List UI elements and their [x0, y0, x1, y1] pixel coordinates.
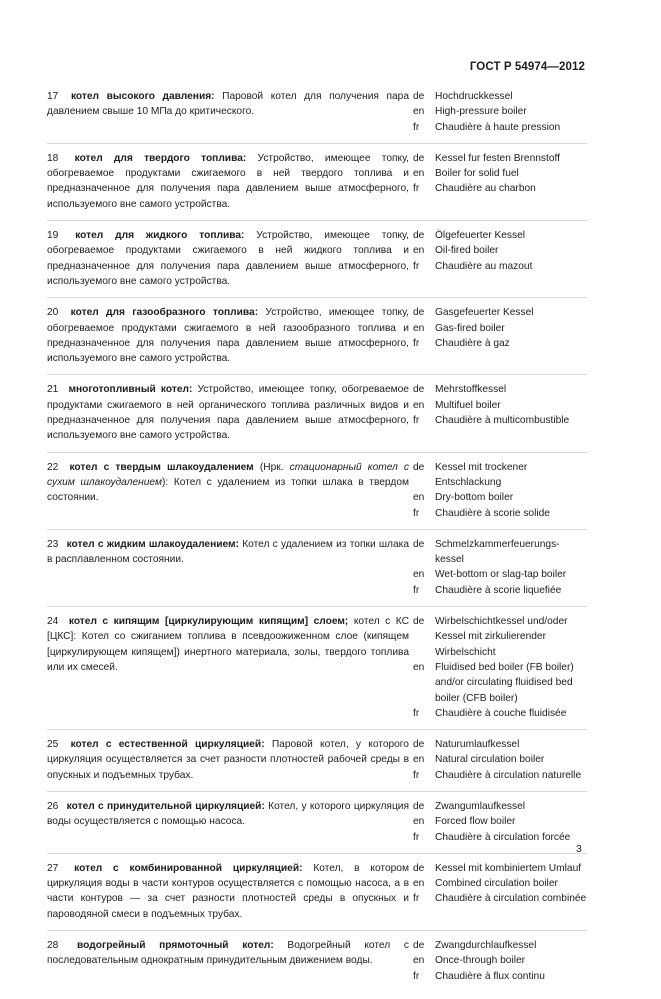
- term-number: 19: [47, 230, 59, 242]
- lang-fr: fr: [413, 121, 420, 133]
- lang-fr: fr: [413, 970, 420, 982]
- translations: [413, 89, 587, 135]
- term-name: котел высокого давления:: [70, 91, 215, 102]
- definition-text: Котел, в котором циркуляция воды в части контуров осуществляется с помощью насоса, а в части контуров — за счет разности плотностей среды в опускных и пароводяной смеси в подъемных трубах.: [47, 862, 409, 920]
- definition-text: Котел с удалением из топки шлака в расплавленном состоянии.: [47, 538, 409, 566]
- translation-fr: Chaudière à circulation forcée: [435, 831, 571, 843]
- term-number: 18: [47, 152, 59, 164]
- translations: [413, 228, 587, 289]
- translation-de: Kessel mit trockener Entschlackung: [435, 461, 528, 488]
- term-entry: [47, 89, 587, 144]
- translation-fr: Chaudière à multicombustible: [435, 415, 570, 427]
- standard-header: ГОСТ Р 54974—2012: [469, 61, 585, 73]
- lang-en: en: [413, 322, 425, 334]
- translation-fr: Chaudière au mazout: [435, 260, 533, 272]
- term-number: 25: [47, 739, 59, 751]
- lang-de: de: [413, 940, 425, 952]
- term-number: 28: [47, 940, 59, 952]
- translation-de: Wirbelschichtkessel und/oder Kessel mit zirkulierender Wirbelschicht: [435, 616, 568, 658]
- translation-en: Multifuel boiler: [435, 399, 501, 411]
- lang-en: en: [413, 878, 425, 890]
- translation-en: High-pressure boiler: [435, 106, 527, 118]
- definition-text: Паровой котел, у которого циркуляция осуществляется за счет разности плотностей рабочей среды в опускных и подъемных трубах.: [47, 739, 409, 781]
- term-definition: [47, 799, 409, 845]
- term-name: котел с естественной циркуляцией:: [70, 739, 265, 751]
- lang-de: de: [413, 307, 425, 319]
- definition-text: Котел с удалением из топки шлака в твердом состоянии.: [47, 476, 409, 504]
- term-entry: [47, 799, 587, 854]
- lang-en: en: [413, 106, 425, 118]
- term-number: 23: [47, 538, 59, 550]
- lang-de: de: [413, 461, 425, 473]
- translations: [413, 799, 587, 845]
- lang-de: de: [413, 538, 425, 550]
- lang-de: de: [413, 91, 425, 102]
- term-number: 22: [47, 461, 59, 473]
- translation-fr: Chaudière à gaz: [435, 337, 510, 349]
- term-name: котел для твердого топлива:: [74, 152, 247, 164]
- translation-de: Zwangumlaufkessel: [435, 800, 526, 812]
- lang-en: en: [413, 754, 425, 766]
- translation-de: Hochdruckkessel: [435, 91, 513, 102]
- term-entry: [47, 382, 587, 452]
- lang-en: en: [413, 492, 425, 504]
- lang-en: en: [413, 569, 425, 581]
- translation-de: Kessel mit kombiniertem Umlauf: [435, 862, 582, 874]
- term-number: 21: [47, 384, 59, 396]
- lang-de: de: [413, 862, 425, 874]
- page-number: 3: [576, 843, 582, 855]
- translation-fr: Chaudière à scorie liquefiée: [435, 584, 562, 596]
- translation-de: Kessel fur festen Brennstoff: [435, 152, 560, 164]
- lang-en: en: [413, 955, 425, 967]
- lang-fr: fr: [413, 584, 420, 596]
- lang-en: en: [413, 399, 425, 411]
- term-number: 26: [47, 800, 59, 812]
- terms-list: [47, 89, 587, 999]
- definition-text: Котел, у которого циркуляция воды осуществляется с помощью насоса.: [47, 800, 409, 828]
- term-definition: [47, 89, 409, 135]
- term-entry: [47, 228, 587, 298]
- lang-fr: fr: [413, 337, 420, 349]
- translation-de: Schmelzkammerfeuerungs-kessel: [435, 538, 560, 566]
- translations: [413, 537, 587, 598]
- term-definition: [47, 151, 409, 212]
- term-definition: [47, 938, 409, 984]
- translation-en: Fluidised bed boiler (FB boiler) and/or circulating fluidised bed boiler (CFB boiler): [435, 661, 574, 704]
- term-name: котел для газообразного топлива:: [70, 307, 259, 319]
- lang-fr: fr: [413, 769, 420, 781]
- term-name: водогрейный прямоточный котел:: [77, 940, 274, 952]
- lang-de: de: [413, 384, 425, 396]
- lang-en: en: [413, 245, 425, 257]
- term-definition: [47, 460, 409, 521]
- lang-en: en: [413, 168, 425, 180]
- translation-fr: Chaudière à haute pression: [435, 121, 561, 133]
- term-name: котел с комбинированной циркуляцией:: [74, 862, 303, 874]
- translation-fr: Chaudière à couche fluidisée: [435, 707, 567, 719]
- lang-de: de: [413, 152, 425, 164]
- translations: [413, 382, 587, 443]
- term-name: котел с кипящим [циркулирующим кипящим] слоем;: [68, 616, 349, 628]
- term-entry: [47, 861, 587, 931]
- deprecated-term: стационарный котел с сухим шлакоудалением: [47, 461, 409, 488]
- term-entry: [47, 305, 587, 375]
- definition-text: Паровой котел для получения пара давлением свыше 10 МПа до критического.: [47, 91, 409, 118]
- translation-en: Forced flow boiler: [435, 816, 516, 828]
- translation-en: Dry-bottom boiler: [435, 492, 514, 504]
- translation-fr: Chaudière à circulation combinée: [435, 893, 587, 905]
- lang-fr: fr: [413, 893, 420, 905]
- lang-fr: fr: [413, 707, 420, 719]
- translations: [413, 861, 587, 922]
- definition-text: Водогрейный котел с последовательным однократным принудительным движением воды.: [47, 940, 409, 967]
- lang-en: en: [413, 661, 425, 673]
- term-entry: [47, 537, 587, 607]
- term-number: 20: [47, 307, 59, 319]
- term-entry: [47, 151, 587, 221]
- definition-text: Устройство, имеющее топку, обогреваемое продуктами сжигаемого в ней твердого топлива и предназначенное для получения пара давлением выше атмосферного, используемого вне самого устройства.: [47, 152, 409, 210]
- definition-text: Устройство, имеющее топку, обогреваемое продуктами сжигаемого в ней газообразного топлива и предназначенное для получения пара давлением выше атмосферного, используемого вне самого устройства.: [47, 307, 409, 365]
- translation-de: Ölgefeuerter Kessel: [435, 230, 526, 242]
- translations: [413, 614, 587, 721]
- definition-text: котел с КС [ЦКС]: Котел со сжиганием топлива в псевдоожиженном слое (кипящем [циркулирующем кипящем]) инертного материала, золы, твердого топлива или их смесей.: [47, 616, 409, 673]
- term-name: котел с твердым шлакоудалением: [69, 461, 254, 473]
- term-name: котел с принудительной циркуляцией:: [66, 800, 265, 812]
- translation-en: Once-through boiler: [435, 955, 526, 967]
- term-name: многотопливный котел:: [68, 384, 193, 396]
- lang-fr: fr: [413, 415, 420, 427]
- translations: [413, 151, 587, 212]
- translations: [413, 460, 587, 521]
- term-entry: [47, 614, 587, 730]
- translations: [413, 938, 587, 984]
- lang-fr: fr: [413, 507, 420, 519]
- lang-de: de: [413, 800, 425, 812]
- lang-fr: fr: [413, 831, 420, 843]
- lang-de: de: [413, 616, 425, 628]
- term-definition: [47, 861, 409, 922]
- lang-de: de: [413, 739, 425, 751]
- translation-en: Combined circulation boiler: [435, 878, 558, 890]
- translation-fr: Chaudière à circulation naturelle: [435, 769, 582, 781]
- term-definition: [47, 614, 409, 721]
- note-open: (Нрк.: [259, 461, 290, 473]
- term-name: котел для жидкого топлива:: [75, 230, 245, 242]
- translation-en: Natural circulation boiler: [435, 754, 545, 766]
- translation-de: Gasgefeuerter Kessel: [435, 307, 534, 319]
- lang-fr: fr: [413, 260, 420, 272]
- term-entry: [47, 938, 587, 992]
- translation-en: Oil-fired boiler: [435, 245, 499, 257]
- translation-de: Mehrstoffkessel: [435, 384, 507, 396]
- lang-fr: fr: [413, 183, 420, 195]
- translations: [413, 737, 587, 783]
- translation-fr: Chaudière à flux continu: [435, 970, 545, 982]
- translation-fr: Chaudière à scorie solide: [435, 507, 550, 519]
- term-definition: [47, 228, 409, 289]
- definition-text: Устройство, имеющее топку, обогреваемое продуктами сжигаемого в ней органического топлива различных видов и предназначенное для получения пара давлением выше атмосферного, используемого вне самого устройства.: [47, 384, 409, 442]
- term-definition: [47, 537, 409, 598]
- translation-en: Wet-bottom or slag-tap boiler: [435, 569, 567, 581]
- note-close: ):: [161, 476, 169, 488]
- translation-en: Boiler for solid fuel: [435, 168, 519, 180]
- translation-de: Naturumlaufkessel: [435, 739, 520, 751]
- term-entry: [47, 460, 587, 530]
- translation-en: Gas-fired boiler: [435, 322, 505, 334]
- translation-de: Zwangdurchlaufkessel: [435, 940, 537, 952]
- lang-de: de: [413, 230, 425, 242]
- term-entry: [47, 737, 587, 792]
- term-definition: [47, 737, 409, 783]
- term-number: 24: [47, 616, 59, 628]
- term-definition: [47, 382, 409, 443]
- translations: [413, 305, 587, 366]
- term-number: 27: [47, 862, 59, 874]
- definition-text: Устройство, имеющее топку, обогреваемое продуктами сжигаемого в ней жидкого топлива и предназначенное для получения пара давлением выше атмосферного, используемого вне самого устройства.: [47, 230, 409, 287]
- term-name: котел с жидким шлакоудалением:: [66, 538, 239, 550]
- lang-en: en: [413, 816, 425, 828]
- term-definition: [47, 305, 409, 366]
- translation-fr: Chaudière au charbon: [435, 183, 536, 195]
- term-number: 17: [47, 91, 59, 102]
